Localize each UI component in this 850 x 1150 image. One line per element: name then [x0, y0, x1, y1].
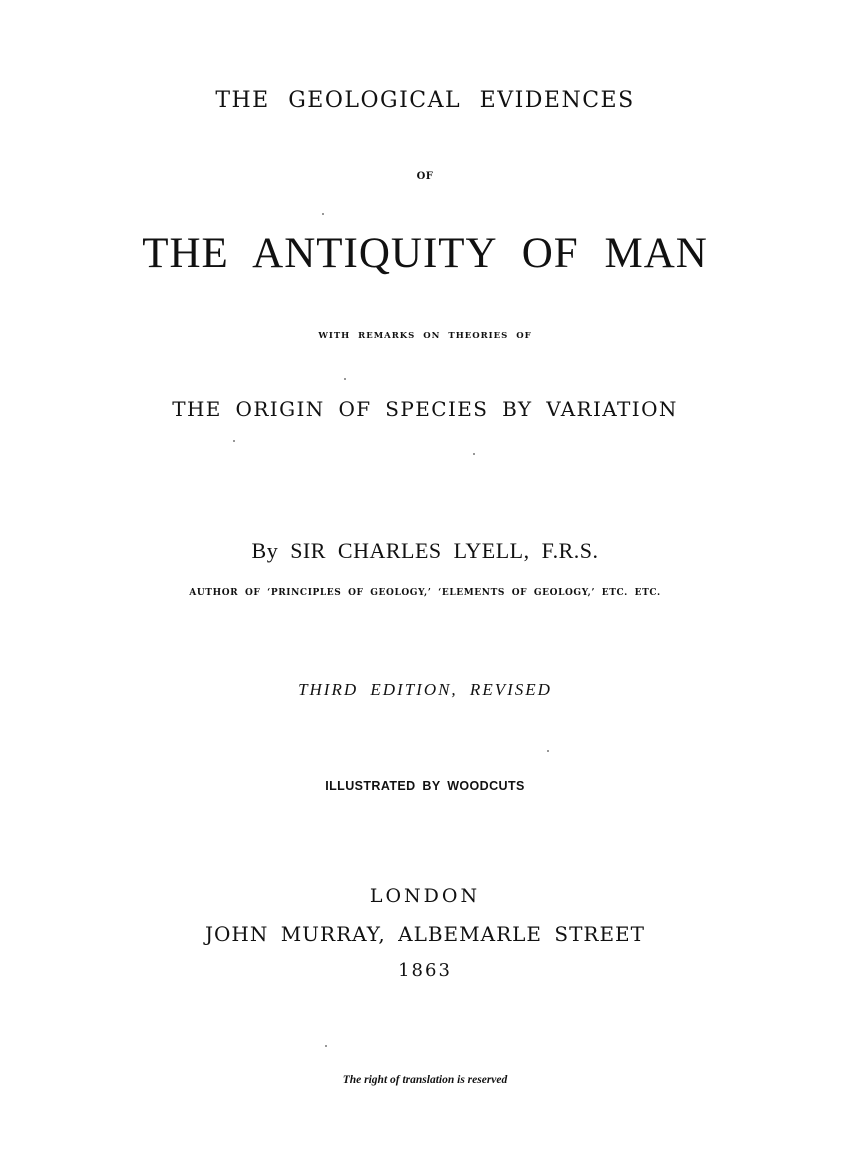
- subtitle-origin-of-species: THE ORIGIN OF SPECIES BY VARIATION: [172, 397, 678, 421]
- paper-speck: [344, 378, 346, 380]
- paper-speck: [325, 1045, 327, 1047]
- paper-speck: [233, 440, 235, 442]
- rights-note: The right of translation is reserved: [342, 1074, 508, 1086]
- remarks-line: WITH REMARKS ON THEORIES OF: [318, 331, 532, 341]
- author-credentials: AUTHOR OF ‘PRINCIPLES OF GEOLOGY,’ ‘ELEMENTS OF GEOLOGY,’ ETC. ETC.: [189, 588, 661, 598]
- publication-year: 1863: [398, 960, 452, 981]
- paper-speck: [322, 213, 324, 215]
- publisher-line: JOHN MURRAY, ALBEMARLE STREET: [204, 922, 645, 946]
- edition-line: THIRD EDITION, REVISED: [298, 680, 552, 699]
- title-of-connector: OF: [416, 171, 434, 182]
- title-line-1: THE GEOLOGICAL EVIDENCES: [215, 88, 635, 113]
- author-line: By SIR CHARLES LYELL, F.R.S.: [251, 538, 599, 563]
- illustrated-line: ILLUSTRATED BY WOODCUTS: [325, 779, 525, 793]
- paper-speck: [547, 750, 549, 752]
- publication-city: LONDON: [369, 885, 481, 907]
- main-title: THE ANTIQUITY OF MAN: [142, 230, 708, 277]
- paper-speck: [473, 453, 475, 455]
